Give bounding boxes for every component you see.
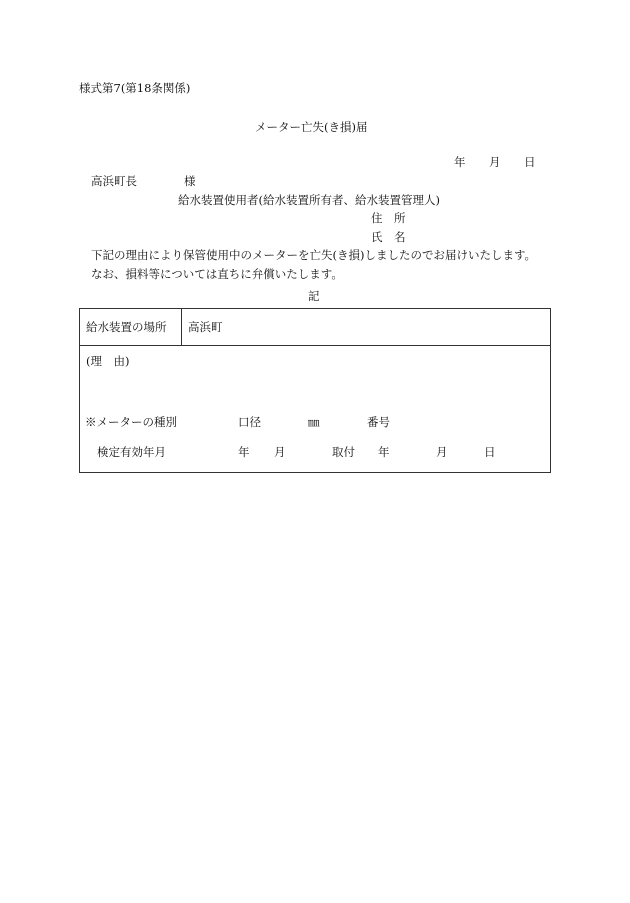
install-month-label: 月: [436, 445, 448, 459]
location-row: [80, 309, 550, 346]
bore-label: 口径: [238, 415, 261, 429]
location-label-cell: [80, 309, 182, 345]
applicant-role: 給水装置使用者(給水装置所有者、給水装置管理人): [178, 193, 440, 207]
applicant-address-label: 住 所: [371, 211, 406, 225]
body-line-2: なお、損料等については直ちに弁償いたします。: [91, 267, 343, 281]
addressee-honorific: 様: [184, 174, 196, 188]
form-number: 様式第7(第18条関係): [79, 81, 191, 95]
validity-month-label: 月: [274, 445, 286, 459]
document-title: メーター亡失(き損)届: [255, 120, 368, 134]
unit-mm: ㎜: [308, 415, 320, 429]
addressee-name: 高浜町長: [91, 174, 137, 188]
date-year-label: 年: [454, 155, 466, 169]
location-value: 高浜町: [188, 320, 223, 334]
reason-label: (理 由): [86, 354, 130, 368]
validity-label: 検定有効年月: [97, 445, 166, 459]
body-line-1: 下記の理由により保管使用中のメーターを亡失(き損)しましたのでお届けいたします。: [91, 248, 537, 262]
install-label: 取付: [332, 445, 355, 459]
meter-number-label: 番号: [367, 415, 390, 429]
applicant-name-label: 氏 名: [371, 230, 406, 244]
date-day-label: 日: [524, 155, 536, 169]
location-label: 給水装置の場所: [86, 320, 167, 334]
install-day-label: 日: [484, 445, 496, 459]
form-table: [79, 308, 551, 473]
ki-heading: 記: [308, 289, 320, 303]
date-month-label: 月: [489, 155, 501, 169]
meter-type-label: ※メーターの種別: [85, 415, 177, 429]
validity-year-label: 年: [238, 445, 250, 459]
install-year-label: 年: [378, 445, 390, 459]
